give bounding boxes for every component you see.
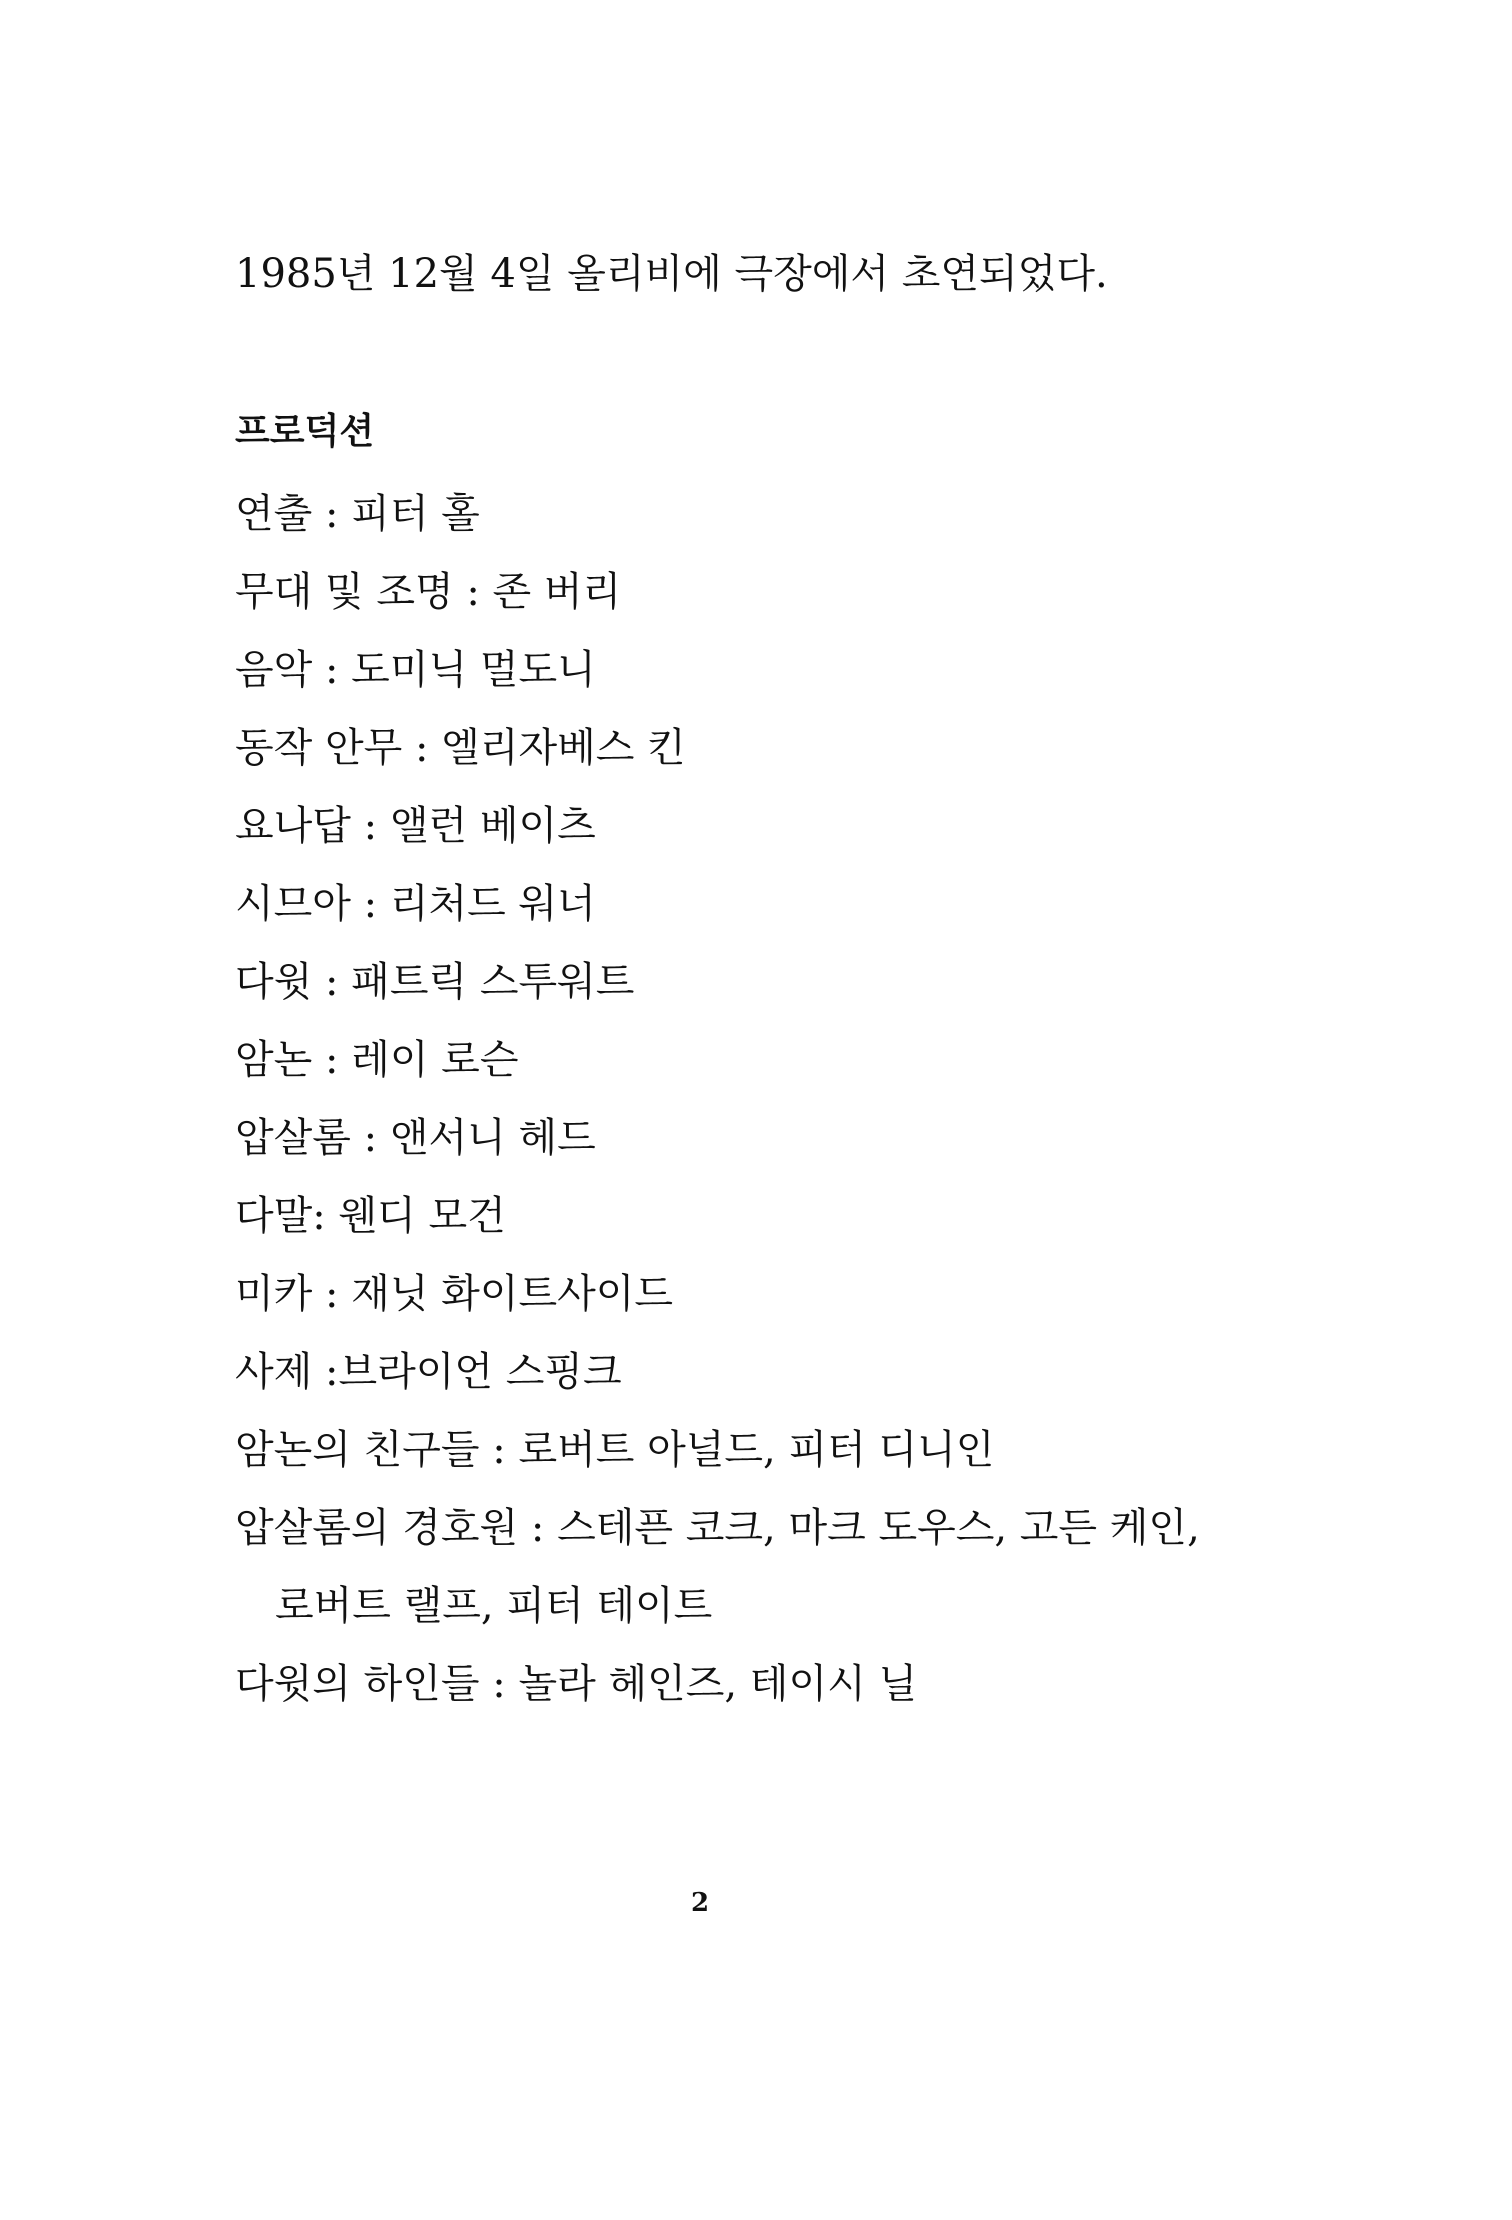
credit-david: 다윗 : 패트릭 스투워트 — [235, 959, 635, 1005]
credit-absalom: 압살롬 : 앤서니 헤드 — [235, 1115, 596, 1161]
premiere-note: 1985년 12월 4일 올리비에 극장에서 초연되었다. — [235, 251, 1108, 297]
credit-stage-lighting: 무대 및 조명 : 존 버리 — [235, 569, 622, 615]
production-credits-list — [235, 484, 1200, 1732]
credit-absalom-guards — [235, 1498, 1200, 1654]
credit-amnon-friends: 암논의 친구들 : 로버트 아널드, 피터 디니인 — [235, 1427, 995, 1473]
credit-absalom-guards-line-2: 로버트 랠프, 피터 테이트 — [275, 1583, 713, 1629]
credit-music: 음악 : 도미닉 멀도니 — [235, 647, 596, 693]
credit-jonadab: 요나답 : 앨런 베이츠 — [235, 803, 596, 849]
production-heading: 프로덕션 — [235, 411, 375, 452]
credit-absalom-guards-line-1: 압살롬의 경호원 : 스테픈 코크, 마크 도우스, 고든 케인, — [235, 1505, 1200, 1551]
credit-movement: 동작 안무 : 엘리자베스 킨 — [235, 725, 686, 771]
credit-director: 연출 : 피터 홀 — [235, 491, 480, 537]
credit-micah: 미카 : 재닛 화이트사이드 — [235, 1271, 674, 1317]
credit-amnon: 암논 : 레이 로슨 — [235, 1037, 519, 1083]
credit-shimeah: 시므아 : 리처드 워너 — [235, 881, 596, 927]
credit-priest: 사제 :브라이언 스핑크 — [235, 1349, 622, 1395]
page-number: 2 — [690, 1888, 710, 1918]
credit-tamar: 다말: 웬디 모건 — [235, 1193, 506, 1239]
credit-david-servants: 다윗의 하인들 : 놀라 헤인즈, 테이시 닐 — [235, 1661, 918, 1707]
